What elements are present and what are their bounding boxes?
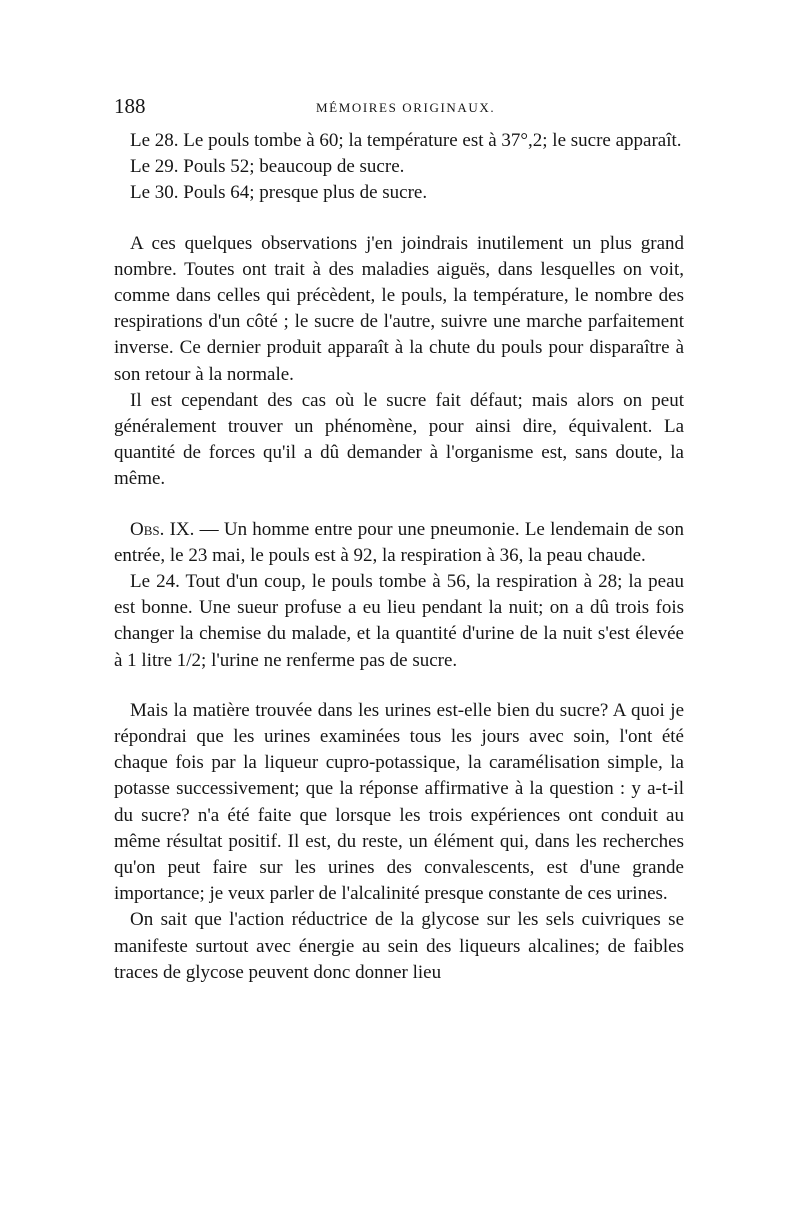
page-header (114, 94, 694, 118)
observation-text: Un homme entre pour une pneumonie. Le lendemain de son entrée, le 23 mai, le pouls est à 92, la respiration à 36, la peau chaude. (114, 518, 685, 566)
paragraph-day-24: Le 24. Tout d'un coup, le pouls tombe à 56, la respiration à 28; la peau est bonne. Une sueur profuse a eu lieu pendant la nuit; on a dû trois fois changer la chemise du malade, et la quantité d'urine de la nuit s'est élevée à 1 litre 1/2; l'urine ne renferme pas de sucre. (114, 571, 684, 671)
paragraph-day-28: Le 28. Le pouls tombe à 60; la température est à 37°,2; le sucre apparaît. (130, 130, 682, 151)
paragraph-observation-ix (114, 517, 684, 569)
paragraph-day-30: Le 30. Pouls 64; presque plus de sucre. (130, 182, 428, 204)
paragraph-sugar-absent: Il est cependant des cas où le sucre fait défaut; mais alors on peut généralement trouver un phénomène, pour ainsi dire, équivalent. La quantité de forces qu'il a dû demander à l'organisme est, sans doute, la même. (114, 389, 684, 490)
page-number: 188 (114, 94, 146, 118)
paragraph-observations: A ces quelques observations j'en joindrais inutilement un plus grand nombre. Toutes ont trait à des maladies aiguës, dans lesquelles on voit, comme dans celles qui précèdent, le pouls, la température, le nombre des respirations d'un côté ; le sucre de l'autre, suivre une marche parfaitement inverse. Ce dernier produit apparaît à la chute du pouls pour disparaître à son retour à la normale. (114, 232, 684, 385)
paragraph-sugar-question: Mais la matière trouvée dans les urines est-elle bien du sucre? A quoi je répondrai que les urines examinées tous les jours avec soin, l'ont été chaque fois par la liqueur cupro-potassique, la caramélisation simple, la potasse successivement; que la réponse affirmative à la question : y a-t-il du sucre? n'a été faite que lorsque les trois expériences ont conduit au même résultat positif. Il est, du reste, un élément qui, dans les recherches qu'on peut faire sur les urines des convalescents, est d'une grande importance; je veux parler de l'alcalinité presque constante de ces urines. (114, 699, 684, 905)
paragraph-day-29: Le 29. Pouls 52; beaucoup de sucre. (130, 156, 405, 178)
body-text (114, 128, 684, 986)
paragraph-glycose-action: On sait que l'action réductrice de la glycose sur les sels cuivriques se manifeste surtout avec énergie au sein des liqueurs alcalines; de faibles traces de glycose peuvent donc donner lieu (114, 909, 684, 983)
running-title: MÉMOIRES ORIGINAUX. (316, 100, 496, 115)
observation-label: Obs. IX. — (130, 518, 219, 540)
